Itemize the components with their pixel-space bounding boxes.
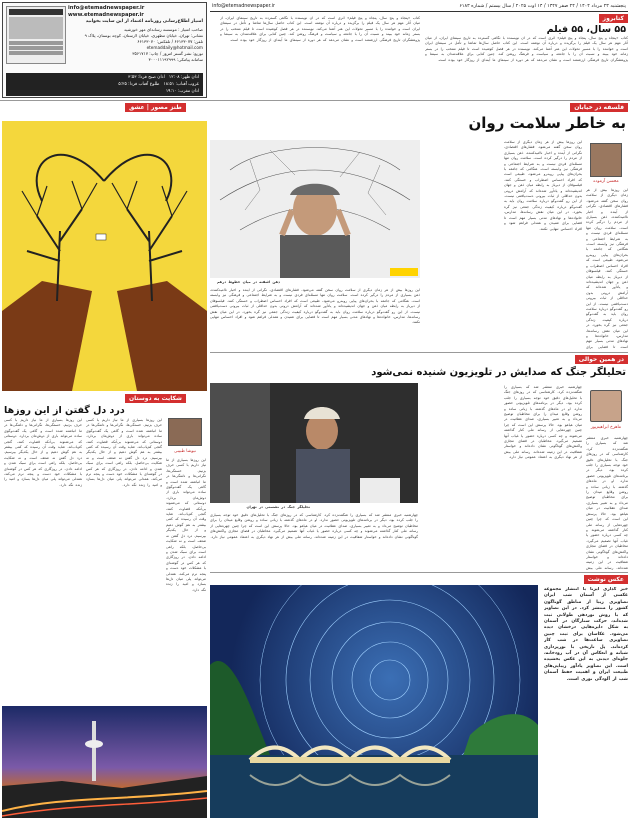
article1-body: کتاب «پنجاه و پنج سال، پنجاه و پنج فیلم» اثری است که در آن نویسنده با نگاهی گسترده به تاریخ سینمای ایران، از میان آثار مهم هر سال یک فیلم را برگزیده و درباره آن نوشته است. این کتاب حاصل سال‌ها تماشا و تأمل در سینمای ایران است و خواننده را با مسیر تحولات این هنر آشنا می‌کند. نویسنده در هر فصل کوشیده است تا فیلم منتخب را در بستر زمانه خود ببیند و نسبت آن را با جامعه و سیاست و فرهنگ روشن کند. چنین کتابی برای علاقه‌مندان به سینما و پژوهشگران تاریخ فرهنگی ارزشمند است و نشان می‌دهد که هر دوره از سینمای ما آینه‌ای از روزگار خود بوده است. — [425, 36, 628, 62]
article4-author: نیوشا طبیبی — [174, 449, 196, 454]
speaker-photo-icon — [210, 383, 418, 503]
prayer-item: غروب آفتاب: ۱۸:۵۱ — [163, 82, 199, 87]
city-tower-icon — [2, 706, 207, 818]
star-trail-photo — [210, 585, 538, 818]
info-row: صاحب امتیاز : موسسه رسانه‌ای مهر خورشید — [124, 27, 203, 32]
masthead-email[interactable]: info@etemadnewspaper.ir — [68, 5, 145, 11]
article2-author: محسن آزموده — [593, 179, 619, 184]
info-row: سامانه پیامکی: ۳۰۰۰۱۱۱۹۲۹۹۹ — [148, 57, 203, 62]
article2-body-b: این روزها بیش از هر زمان دیگری از سلامت روان سخن گفته می‌شود. فشارهای اقتصادی، نگرانی از آینده و اخبار ناامیدکننده، ذهن بسیاری از مردم را درگیر کرده است. سلامت روان تنها مسئله‌ای فردی نیست و به شرایط اجتماعی و فرهنگی نیز وابسته است. هنگامی که جامعه با بحران‌های پیاپی روبه‌رو می‌شود، طبیعی است که افراد احساس اضطراب و خستگی کنند. فیلسوفان از دیرباز به رابطه میان ذهن و جهان اندیشیده‌اند و یادآور شده‌اند که آرامش درونی بدون حداقلی از ثبات بیرونی دست‌یافتنی نیست. از این رو گفت‌وگو درباره سلامت روان باید به گفت‌وگو درباره کیفیت زندگی جمعی نیز گره بخورد. در این میان نقش رسانه‌ها، مدارس، خانواده‌ها و نهادهای مدنی بسیار مهم است تا فضایی برای — [586, 188, 628, 349]
section-label-society: در همین حوالی — [575, 355, 628, 364]
article4-body-b: این روزها بسیاری از ما نیاز داریم با کسی حرف بزنیم. خستگی‌ها، نگرانی‌ها و دلتنگی‌ها در ما انباشته شده است و گاهی یک گفت‌وگوی ساده می‌تواند باری از دوش‌مان بردارد. دوستانی که می‌شنوند بی‌آنکه قضاوت کنند، گنجی کم‌یاب‌اند. شاید وقت آن رسیده که کمی بیشتر به هم گوش دهیم و از حال یکدیگر بپرسیم. درد دل گفتن نه ضعف است و نه شکایت بی‌حاصل، بلکه راهی است برای سبک شدن و ادامه دادن. در روزگاری که هر کس در گوشه‌ای با مشکلات خود دست و پنجه نرم می‌کند، همدلی می‌تواند پلی میان دل‌ها بسازد و امید را زنده نگه دارد. — [86, 418, 162, 487]
article4-body-c: این روزها بسیاری از ما نیاز داریم با کسی حرف بزنیم. خستگی‌ها، نگرانی‌ها و دلتنگی‌ها در ما انباشته شده است و گاهی یک گفت‌وگوی ساده می‌تواند باری از دوش‌مان بردارد. دوستانی که می‌شنوند بی‌آنکه قضاوت کنند، گنجی کم‌یاب‌اند. شاید وقت آن رسیده که کمی بیشتر به هم گوش دهیم و از حال یکدیگر بپرسیم. درد دل گفتن نه ضعف است و نه شکایت بی‌حاصل، بلکه راهی است برای سبک شدن و ادامه دادن. در روزگاری که هر کس در گوشه‌ای با مشکلات خود دست و پنجه نرم می‌کند، همدلی می‌تواند پلی میان دل‌ها بسازد و امید را زنده نگه دارد. — [166, 458, 206, 592]
email2[interactable]: etemaddaily@hotmail.com — [146, 45, 203, 50]
prayer-item: اذان مغرب: ۱۹:۱۰ — [165, 89, 199, 94]
article3-author: ماهرخ ابراهیم‌پور — [590, 425, 622, 430]
article4-author-photo — [168, 418, 202, 446]
tower-photo — [2, 706, 207, 818]
tree-heart-icon — [2, 121, 207, 391]
section-label-photo: عکس نوشت — [584, 575, 628, 584]
article2-photo — [210, 140, 420, 278]
info-row: توزیع: نشر گستر امروز / چاپ: ۳۵۶۱۷۱۷ — [132, 51, 203, 56]
prayer-item: اذان ظهر: ۱۲:۰۸ — [168, 75, 199, 80]
thumbnail-frontpage — [6, 6, 66, 64]
section-label-analysis: فلسفه در خیابان — [570, 103, 628, 112]
article3-body-c: چهارشنبه خبری منتشر شد که بسیاری را شگفت‌زده کرد. کارشناسی که در روزهای جنگ با تحلیل‌های دقیق خود توجه بسیاری را جلب کرده بود، دیگر در برنامه‌های تلویزیونی حضور ندارد. او در ماه‌های گذشته با زبانی ساده و روشن وقایع میدان را برای مخاطبان توضیح می‌داد و به تعبیر بسیاری، صدای عقلانیت در میان هیاهو بود. حالا پرسش این است که چرا چنین چهره‌هایی از رسانه ملی کنار گذاشته می‌شوند و چه کسی درباره حضور یا غیاب آنها تصمیم می‌گیرد. مخاطبان در فضای مجازی واکنش‌های گوناگونی نشان داده‌اند و خواستار شفافیت در این زمینه شده‌اند. رسانه ملی بیش از هر نهاد دیگری به اعتماد عمومی نیاز دارد. — [210, 513, 418, 539]
divider — [210, 352, 628, 353]
prayer-times — [6, 73, 203, 96]
article3-author-photo — [590, 390, 622, 422]
article2-caption: ذهن آشفته در میان خطوط درهم — [216, 280, 280, 284]
masthead-info — [67, 27, 203, 63]
article2-body-c: این روزها بیش از هر زمان دیگری از سلامت روان سخن گفته می‌شود. فشارهای اقتصادی، نگرانی از آینده و اخبار ناامیدکننده، ذهن بسیاری از مردم را درگیر کرده است. سلامت روان تنها مسئله‌ای فردی نیست و به شرایط اجتماعی و فرهنگی نیز وابسته است. هنگامی که جامعه با بحران‌های پیاپی روبه‌رو می‌شود، طبیعی است که افراد احساس اضطراب و خستگی کنند. فیلسوفان از دیرباز به رابطه میان ذهن و جهان اندیشیده‌اند و یادآور شده‌اند که آرامش درونی بدون حداقلی از ثبات بیرونی دست‌یافتنی نیست. از این رو گفت‌وگو درباره سلامت روان باید به گفت‌وگو درباره کیفیت زندگی جمعی نیز گره بخورد. در این میان نقش رسانه‌ها، مدارس، خانواده‌ها و نهادهای مدنی بسیار مهم است تا فضایی برای شنیدن و همدلی فراهم شود و افراد احساس تنهایی نکنند. — [210, 288, 420, 325]
article1-title: ۵۵ سال، ۵۵ فیلم — [546, 24, 626, 35]
article2-body-a: این روزها بیش از هر زمان دیگری از سلامت روان سخن گفته می‌شود. فشارهای اقتصادی، نگرانی از آینده و اخبار ناامیدکننده، ذهن بسیاری از مردم را درگیر کرده است. سلامت روان تنها مسئله‌ای فردی نیست و به شرایط اجتماعی و فرهنگی نیز وابسته است. هنگامی که جامعه با بحران‌های پیاپی روبه‌رو می‌شود، طبیعی است که افراد احساس اضطراب و خستگی کنند. فیلسوفان از دیرباز به رابطه میان ذهن و جهان اندیشیده‌اند و یادآور شده‌اند که آرامش درونی بدون حداقلی از ثبات بیرونی دست‌یافتنی نیست. از این رو گفت‌وگو درباره سلامت روان باید به گفت‌وگو درباره کیفیت زندگی جمعی نیز گره بخورد. در این میان نقش رسانه‌ها، مدارس، خانواده‌ها و نهادهای مدنی بسیار مهم است تا فضایی برای شنیدن و همدلی فراهم شود و افراد احساس تنهایی نکنند. — [504, 140, 582, 231]
article2-title: به خاطر سلامت روان — [468, 114, 626, 132]
site-link[interactable]: info@etemadnewspaper.ir — [212, 4, 275, 9]
divider — [210, 572, 628, 573]
prayer-item: طلوع آفتاب فردا: ۵:۲۵ — [118, 82, 160, 87]
night-sky-icon — [210, 585, 538, 818]
article3-caption: تحلیلگر جنگ در نشستی در تهران — [246, 505, 310, 509]
masthead-tagline: امتیاز اطلاع‌رسانی روزنامه اعتماد از این سایت بخوانید — [85, 19, 203, 24]
divider — [0, 100, 630, 101]
article4-body-a: این روزها بسیاری از ما نیاز داریم با کسی حرف بزنیم. خستگی‌ها، نگرانی‌ها و دلتنگی‌ها در ما انباشته شده است و گاهی یک گفت‌وگوی ساده می‌تواند باری از دوش‌مان بردارد. دوستانی که می‌شنوند بی‌آنکه قضاوت کنند، گنجی کم‌یاب‌اند. شاید وقت آن رسیده که کمی بیشتر به هم گوش دهیم و از حال یکدیگر بپرسیم. درد دل گفتن نه ضعف است و نه شکایت بی‌حاصل، بلکه راهی است برای سبک شدن و ادامه دادن. در روزگاری که هر کس در گوشه‌ای با مشکلات خود دست و پنجه نرم می‌کند، همدلی می‌تواند پلی میان دل‌ها بسازد و امید را زنده نگه دارد. — [4, 418, 82, 487]
article2-author-photo — [590, 143, 622, 177]
section-label-cartoon: طنز مصور | عشق — [125, 103, 186, 112]
article3-body-a: چهارشنبه خبری منتشر شد که بسیاری را شگفت‌زده کرد. کارشناسی که در روزهای جنگ با تحلیل‌های دقیق خود توجه بسیاری را جلب کرده بود، دیگر در برنامه‌های تلویزیونی حضور ندارد. او در ماه‌های گذشته با زبانی ساده و روشن وقایع میدان را برای مخاطبان توضیح می‌داد و به تعبیر بسیاری، صدای عقلانیت در میان هیاهو بود. حالا پرسش این است که چرا چنین چهره‌هایی از رسانه ملی کنار گذاشته می‌شوند و چه کسی درباره حضور یا غیاب آنها تصمیم می‌گیرد. مخاطبان در فضای مجازی واکنش‌های گوناگونی نشان داده‌اند و خواستار شفافیت در این زمینه شده‌اند. رسانه ملی بیش از هر نهاد دیگری به اعتماد عمومی نیاز دارد. — [504, 385, 582, 460]
article3-body-b: چهارشنبه خبری منتشر شد که بسیاری را شگفت‌زده کرد. کارشناسی که در روزهای جنگ با تحلیل‌های دقیق خود توجه بسیاری را جلب کرده بود، دیگر در برنامه‌های تلویزیونی حضور ندارد. او در ماه‌های گذشته با زبانی ساده و روشن وقایع میدان را برای مخاطبان توضیح می‌داد و به تعبیر بسیاری، صدای عقلانیت در میان هیاهو بود. حالا پرسش این است که چرا چنین چهره‌هایی از رسانه ملی کنار گذاشته می‌شوند و چه کسی درباره حضور یا غیاب آنها تصمیم می‌گیرد. مخاطبان در فضای مجازی واکنش‌های گوناگونی نشان داده‌اند و خواستار شفافیت در این زمینه شده‌اند. رسانه ملی بیش — [586, 436, 628, 570]
prayer-item: اذان صبح فردا: ۳:۵۳ — [128, 75, 165, 80]
section-label-friendly: شکایت به دوستان — [125, 394, 186, 403]
article3-title: تحلیلگر جنگ که صدایش در تلویزیون شنیده نمی‌شود — [371, 367, 626, 378]
section-label-book: کتابروز — [599, 14, 628, 23]
article1-body-col2: کتاب «پنجاه و پنج سال، پنجاه و پنج فیلم» اثری است که در آن نویسنده با نگاهی گسترده به تاریخ سینمای ایران، از میان آثار مهم هر سال یک فیلم را برگزیده و درباره آن نوشته است. این کتاب حاصل سال‌ها تماشا و تأمل در سینمای ایران است و خواننده را با مسیر تحولات این هنر آشنا می‌کند. نویسنده در هر فصل کوشیده است تا فیلم منتخب را در بستر زمانه خود ببیند و نسبت آن را با جامعه و سیاست و فرهنگ روشن کند. چنین کتابی برای علاقه‌مندان به سینما و پژوهشگران تاریخ فرهنگی ارزشمند است و نشان می‌دهد که هر دوره از سینمای ما آینه‌ای از روزگار خود بوده است. — [220, 16, 420, 42]
dateline-bar — [210, 2, 628, 12]
dateline: پنجشنبه ۲۳ مرداد ۱۴۰۴ / ۲۴ صفر ۱۴۴۷ / ۱۴ اوت ۲۰۲۵ / سال بیستم / شماره ۶۱۸۳ — [459, 4, 626, 9]
masthead-url[interactable]: www.etemadnewspaper.ir — [68, 11, 144, 18]
stressed-man-icon — [210, 140, 420, 278]
article3-photo — [210, 383, 418, 503]
info-row: نشانی: تهران، خیابان مطهری، خیابان لارستان، کوچه بوستان، پلاک ۹ — [84, 33, 203, 38]
article5-body: خبر گذاری ایرنا با انتشار مجموعه عکسی از آسمان شب ایران تصاویری زیبا از مناطق گوناگون کشور را منتشر کرد. در این تصاویر که با روش نوردهی طولانی ثبت شده‌اند، حرکت ستارگان در آسمان به شکل دایره‌هایی درخشان دیده می‌شود. عکاسان برای ثبت چنین تصاویری ساعت‌ها در شب کار کرده‌اند. پل تاریخی با نورپردازی شبانه و انعکاس آن در آب رودخانه، جلوه‌ای دیدنی به این عکس بخشیده است. این تصاویر یادآور زیبایی‌های طبیعت ایران و اهمیت حفظ آسمان شب از آلودگی نوری است. — [544, 587, 628, 682]
cartoon-illustration — [2, 121, 207, 391]
info-row: تلفن: ۶۶۱۳۳۰۷۷ / تلفکس: ۶۶۱۳۳۰۷۰ — [137, 39, 203, 44]
masthead-box — [2, 2, 207, 98]
article4-title: درد دل گفتن از این روزها — [4, 405, 125, 416]
